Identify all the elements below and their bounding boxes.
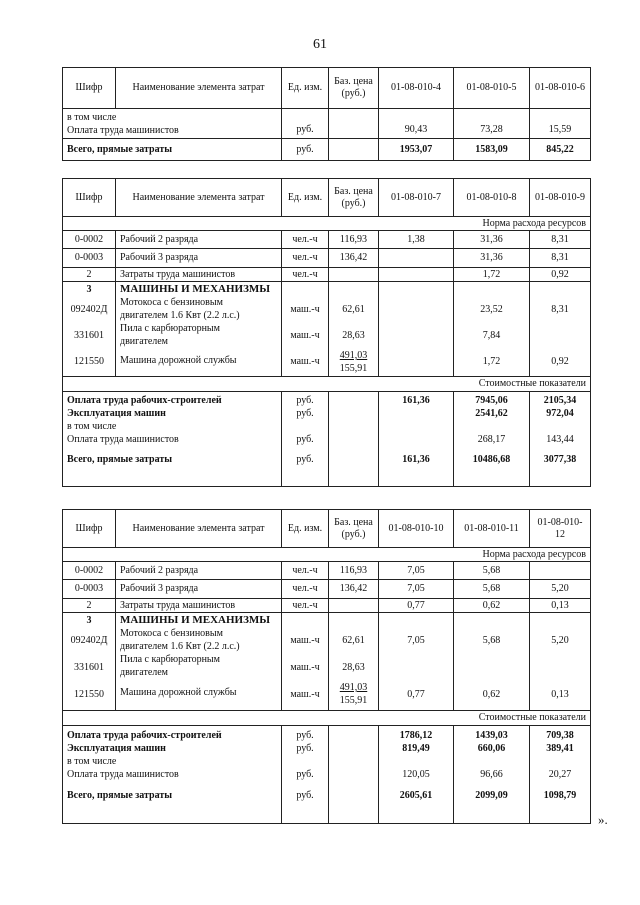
- name-cell: Рабочий 2 разряда: [116, 562, 282, 580]
- value-cell: 1098,79: [543, 790, 577, 801]
- value-cell: [534, 323, 586, 349]
- machines-section: [63, 613, 591, 711]
- value-cell: 660,06: [477, 743, 506, 754]
- price-cell: 155,91: [339, 695, 368, 706]
- machines-col-2: [454, 613, 530, 711]
- machines-prices: [329, 282, 379, 377]
- price-cell: 116,93: [329, 231, 379, 249]
- price-cell: 28,63: [342, 330, 365, 341]
- unit-cell: чел.-ч: [282, 599, 329, 613]
- value-cell: [458, 655, 525, 681]
- cost-table-1: [62, 67, 591, 161]
- value-cell: 0,62: [454, 599, 530, 613]
- value-cell: 5,68: [454, 580, 530, 599]
- price-cell: 491,03: [339, 682, 368, 693]
- code-cell: 121550: [74, 689, 104, 700]
- value-cell: 31,36: [454, 249, 530, 268]
- unit-cell: чел.-ч: [282, 249, 329, 268]
- name-cell: Мотокоса с бензиновым: [120, 297, 223, 308]
- value-cell: 1953,07: [379, 139, 454, 161]
- name-cell: Машина дорожной службы: [120, 687, 237, 698]
- cost-col-2: [454, 392, 530, 487]
- pay-work-label: Оплата труда рабочих-строителей: [67, 730, 222, 741]
- machines-units: [282, 613, 329, 711]
- value-cell: [383, 349, 449, 375]
- value-cell: 2541,62: [475, 408, 508, 419]
- machines-codes: [63, 613, 116, 711]
- machines-col-3: [530, 282, 591, 377]
- value-cell: [379, 249, 454, 268]
- name-cell: Рабочий 3 разряда: [116, 580, 282, 599]
- header-col-3: 01-08-010-6: [530, 68, 591, 109]
- page-number: 61: [313, 37, 327, 52]
- header-code: Шифр: [63, 510, 116, 548]
- name-cell: Пила с карбюраторным: [120, 323, 220, 334]
- value-cell: 2099,09: [475, 790, 508, 801]
- cost-units: [282, 392, 329, 487]
- price-cell: 136,42: [329, 249, 379, 268]
- header-name: Наименование элемента затрат: [116, 179, 282, 217]
- value-cell: [383, 655, 449, 681]
- header-col-1: 01-08-010-4: [379, 68, 454, 109]
- value-cell: 0,92: [530, 268, 591, 282]
- unit-cell: маш.-ч: [290, 662, 320, 673]
- unit-cell: руб.: [282, 109, 329, 139]
- unit-cell: маш.-ч: [290, 304, 320, 315]
- value-cell: 161,36: [402, 395, 430, 406]
- unit-cell: руб.: [296, 730, 314, 741]
- unit-cell: чел.-ч: [282, 231, 329, 249]
- value-cell: 1,72: [482, 356, 501, 367]
- unit-cell: маш.-ч: [290, 635, 320, 646]
- unit-cell: руб.: [296, 743, 314, 754]
- unit-cell: руб.: [296, 769, 314, 780]
- section-code: 3: [86, 284, 92, 295]
- machines-names: [116, 613, 282, 711]
- header-code: Шифр: [63, 179, 116, 217]
- value-cell: 709,38: [546, 730, 574, 741]
- cost-table-3: [62, 509, 591, 824]
- value-cell: 5,68: [454, 562, 530, 580]
- value-cell: 31,36: [454, 231, 530, 249]
- name-cell: Рабочий 3 разряда: [116, 249, 282, 268]
- price-cell: 116,93: [329, 562, 379, 580]
- header-col-2: 01-08-010-5: [454, 68, 530, 109]
- value-cell: 5,20: [551, 635, 569, 646]
- cost-units: [282, 726, 329, 824]
- header-unit: Ед. изм.: [282, 510, 329, 548]
- pay-mach-label: Оплата труда машинистов: [67, 124, 179, 136]
- value-cell: 0,13: [530, 599, 591, 613]
- unit-cell: чел.-ч: [282, 580, 329, 599]
- name-cell: Пила с карбюраторным: [120, 654, 220, 665]
- value-cell: 7,05: [379, 562, 454, 580]
- name-cell: двигателем 1.6 Квт (2.2 л.с.): [120, 310, 240, 321]
- norm-title: Норма расхода ресурсов: [63, 217, 591, 231]
- value-cell: 0,62: [482, 689, 501, 700]
- unit-cell: руб.: [282, 139, 329, 161]
- price-cell: 491,03: [339, 350, 368, 361]
- table-row: [63, 268, 591, 282]
- cost-col-3: [530, 392, 591, 487]
- value-cell: 845,22: [530, 139, 591, 161]
- value-cell: 972,04: [546, 408, 574, 419]
- code-cell: 2: [63, 268, 116, 282]
- price-cell: 62,61: [342, 635, 365, 646]
- value-cell: [530, 562, 591, 580]
- pay-mach-label: Оплата труда машинистов: [67, 434, 179, 445]
- incl-label: в том числе: [67, 756, 117, 767]
- cost-title: Стоимостные показатели: [63, 711, 591, 726]
- cost-title-row: [63, 711, 591, 726]
- value-cell: [383, 433, 449, 446]
- header-col-1: 01-08-010-7: [379, 179, 454, 217]
- header-name: Наименование элемента затрат: [116, 510, 282, 548]
- table-row: [63, 231, 591, 249]
- value-cell: 7,84: [482, 330, 501, 341]
- cost-table-2: [62, 178, 591, 487]
- cost-title: Стоимостные показатели: [63, 377, 591, 392]
- value-cell: 7,05: [379, 580, 454, 599]
- value-cell: 0,13: [551, 689, 569, 700]
- section-title: МАШИНЫ И МЕХАНИЗМЫ: [120, 283, 271, 295]
- code-cell: 0-0003: [63, 580, 116, 599]
- value-cell: [379, 268, 454, 282]
- name-cell: двигателем: [120, 667, 169, 678]
- unit-cell: руб.: [296, 454, 314, 465]
- value-cell: 161,36: [402, 454, 430, 465]
- machines-units: [282, 282, 329, 377]
- closing-mark: ».: [598, 812, 608, 827]
- value-cell: 1786,12: [399, 730, 433, 741]
- table-row: [63, 139, 591, 161]
- code-cell: 121550: [74, 356, 104, 367]
- value-cell: 1583,09: [454, 139, 530, 161]
- code-cell: 331601: [74, 662, 104, 673]
- header-base-price: Баз. цена (руб.): [329, 510, 379, 548]
- name-cell: двигателем: [120, 336, 169, 347]
- unit-cell: маш.-ч: [290, 689, 320, 700]
- cost-title-row: [63, 377, 591, 392]
- section-title: МАШИНЫ И МЕХАНИЗМЫ: [120, 614, 271, 626]
- code-cell: 2: [63, 599, 116, 613]
- name-cell: Затраты труда машинистов: [116, 268, 282, 282]
- unit-cell: маш.-ч: [290, 356, 320, 367]
- code-cell: 331601: [74, 330, 104, 341]
- exp-mach-label: Эксплуатация машин: [67, 408, 166, 419]
- value-cell: 7,05: [407, 635, 425, 646]
- value-cell: 10486,68: [472, 454, 511, 465]
- header-col-2: 01-08-010-8: [454, 179, 530, 217]
- value-cell: 8,31: [530, 231, 591, 249]
- header-code: Шифр: [63, 68, 116, 109]
- value-cell: [383, 407, 449, 420]
- unit-cell: чел.-ч: [282, 268, 329, 282]
- cost-section: [63, 392, 591, 487]
- value-cell: 389,41: [546, 743, 574, 754]
- value-cell: [383, 296, 449, 323]
- value-cell: 7945,06: [475, 395, 508, 406]
- header-col-3: 01-08-010-12: [530, 510, 591, 548]
- machines-codes: [63, 282, 116, 377]
- price-cell: 28,63: [342, 662, 365, 673]
- unit-cell: руб.: [296, 434, 314, 445]
- name-cell: Рабочий 2 разряда: [116, 231, 282, 249]
- price-cell: [329, 268, 379, 282]
- value-cell: 143,44: [546, 434, 574, 445]
- machines-col-1: [379, 282, 454, 377]
- header-unit: Ед. изм.: [282, 179, 329, 217]
- header-unit: Ед. изм.: [282, 68, 329, 109]
- table-header-row: [63, 510, 591, 548]
- price-cell: 62,61: [342, 304, 365, 315]
- name-cell: двигателем 1.6 Квт (2.2 л.с.): [120, 641, 240, 652]
- machines-col-3: [530, 613, 591, 711]
- unit-cell: руб.: [296, 395, 314, 406]
- incl-label: в том числе: [67, 111, 117, 123]
- value-cell: 1,38: [379, 231, 454, 249]
- cost-section: [63, 726, 591, 824]
- table-row: [63, 109, 591, 139]
- value-cell: 1,72: [454, 268, 530, 282]
- name-cell: Затраты труда машинистов: [116, 599, 282, 613]
- value-cell: 0,77: [407, 689, 425, 700]
- name-cell: Машина дорожной службы: [120, 355, 237, 366]
- code-cell: 0-0002: [63, 231, 116, 249]
- price-cell: [329, 599, 379, 613]
- value-cell: 96,66: [480, 769, 503, 780]
- total-label: Всего, прямые затраты: [67, 790, 173, 801]
- value-cell: 23,52: [480, 304, 503, 315]
- value-cell: 20,27: [548, 769, 572, 780]
- cost-col-1: [379, 726, 454, 824]
- header-base-price: Баз. цена (руб.): [329, 68, 379, 109]
- total-label: Всего, прямые затраты: [63, 139, 282, 161]
- value-cell: 8,31: [551, 304, 569, 315]
- value-cell: 819,49: [402, 743, 430, 754]
- unit-cell: руб.: [296, 790, 314, 801]
- value-cell: 268,17: [477, 434, 506, 445]
- machines-col-2: [454, 282, 530, 377]
- unit-cell: руб.: [296, 408, 314, 419]
- value-cell: 5,20: [530, 580, 591, 599]
- total-label: Всего, прямые затраты: [67, 454, 173, 465]
- cost-labels: [63, 392, 282, 487]
- header-name: Наименование элемента затрат: [116, 68, 282, 109]
- machines-section: [63, 282, 591, 377]
- code-cell: 0-0002: [63, 562, 116, 580]
- code-cell: 0-0003: [63, 249, 116, 268]
- value-cell: 3077,38: [543, 454, 577, 465]
- price-cell: 136,42: [329, 580, 379, 599]
- table-row: [63, 580, 591, 599]
- table-row: [63, 599, 591, 613]
- price-cell: 155,91: [339, 363, 368, 374]
- table-row: [63, 562, 591, 580]
- norm-title-row: [63, 548, 591, 562]
- value-cell: 8,31: [530, 249, 591, 268]
- value-cell: 0,77: [379, 599, 454, 613]
- value-cell: 15,59: [530, 109, 591, 139]
- value-cell: 73,28: [454, 109, 530, 139]
- code-cell: 092402Д: [70, 635, 108, 646]
- machines-prices: [329, 613, 379, 711]
- value-cell: 5,68: [482, 635, 501, 646]
- header-col-2: 01-08-010-11: [454, 510, 530, 548]
- cost-labels: [63, 726, 282, 824]
- value-cell: 1439,03: [475, 730, 508, 741]
- cost-col-1: [379, 392, 454, 487]
- code-cell: 092402Д: [70, 304, 108, 315]
- machines-col-1: [379, 613, 454, 711]
- unit-cell: чел.-ч: [282, 562, 329, 580]
- header-col-1: 01-08-010-10: [379, 510, 454, 548]
- machines-names: [116, 282, 282, 377]
- pay-mach-label: Оплата труда машинистов: [67, 769, 179, 780]
- cost-col-2: [454, 726, 530, 824]
- value-cell: 0,92: [551, 356, 569, 367]
- incl-label: в том числе: [67, 421, 117, 432]
- table-header-row: [63, 179, 591, 217]
- pay-work-label: Оплата труда рабочих-строителей: [67, 395, 222, 406]
- header-col-3: 01-08-010-9: [530, 179, 591, 217]
- name-cell: Мотокоса с бензиновым: [120, 628, 223, 639]
- norm-title-row: [63, 217, 591, 231]
- table-row: [63, 249, 591, 268]
- value-cell: [534, 655, 586, 681]
- value-cell: 2605,61: [399, 790, 433, 801]
- norm-title: Норма расхода ресурсов: [63, 548, 591, 562]
- value-cell: 2105,34: [543, 395, 577, 406]
- exp-mach-label: Эксплуатация машин: [67, 743, 166, 754]
- value-cell: [383, 323, 449, 349]
- section-code: 3: [86, 615, 92, 626]
- table-header-row: [63, 68, 591, 109]
- value-cell: 90,43: [379, 109, 454, 139]
- header-base-price: Баз. цена (руб.): [329, 179, 379, 217]
- value-cell: 120,05: [402, 769, 430, 780]
- unit-cell: маш.-ч: [290, 330, 320, 341]
- cost-col-3: [530, 726, 591, 824]
- pay-mach-label-cell: [63, 109, 282, 139]
